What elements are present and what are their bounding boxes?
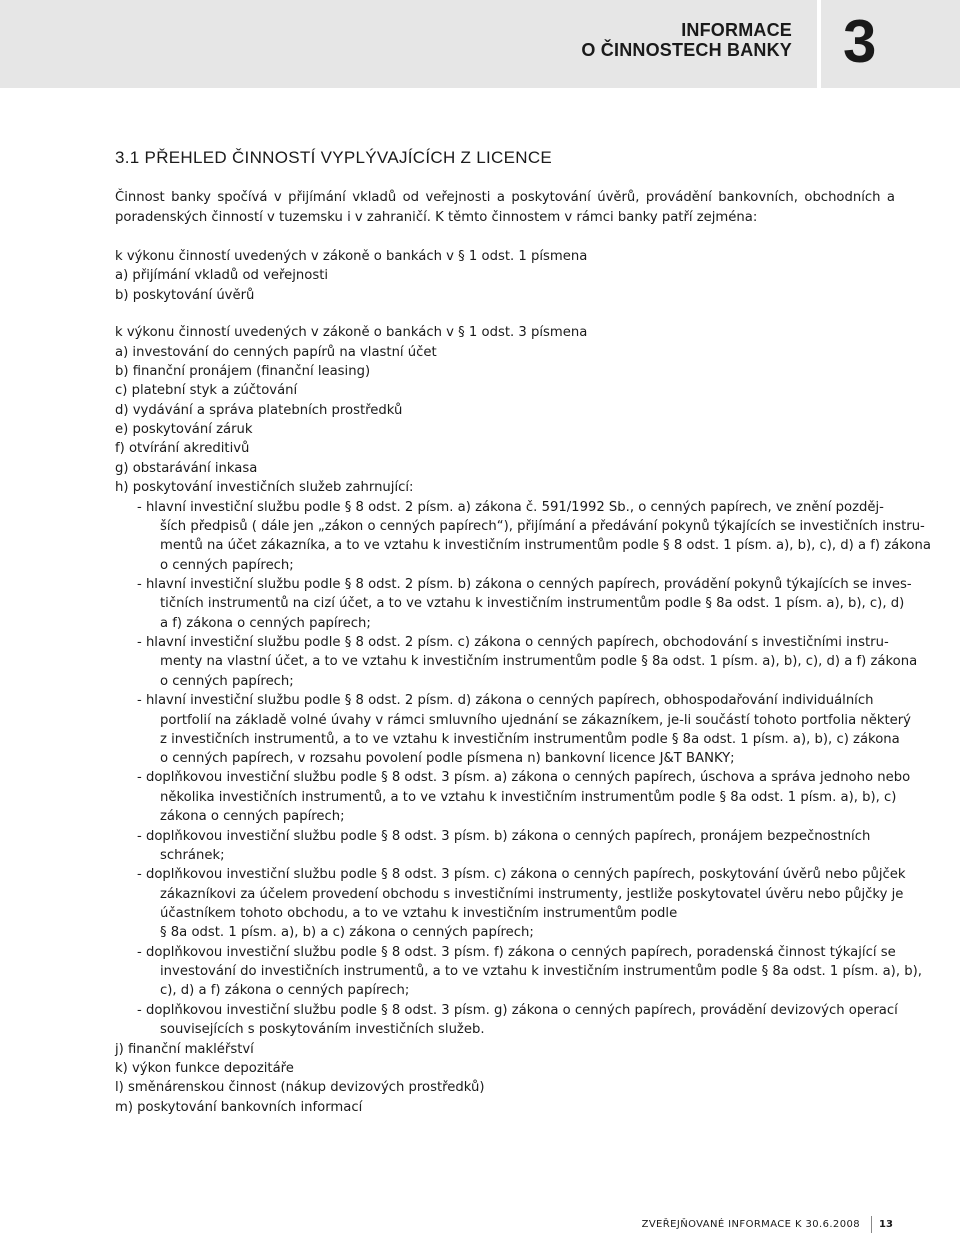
intro-paragraph: Činnost banky spočívá v přijímání vkladů od veřejnosti a poskytování úvěrů, provádění bankovních, obchodních a poradenských činností v tuzemsku i v zahraničí. K těmto činnostem v rámci banky patří zejména: (115, 190, 895, 225)
sub-item: - hlavní investiční službu podle § 8 odst. 2 písm. d) zákona o cenných papírech, obhospodařování individuálních (137, 693, 874, 708)
header-title (581, 20, 792, 60)
sub-item-cont: ších předpisů ( dále jen „zákon o cenných papírech“), přijímání a předávání pokynů týkajících se investičních instru- (160, 519, 925, 534)
sub-item-cont: investování do investičních instrumentů, a to ve vztahu k investičním instrumentům podle § 8a odst. 1 písm. a), b), (160, 964, 922, 979)
section-title: 3.1 PŘEHLED ČINNOSTÍ VYPLÝVAJÍCÍCH Z LICENCE (115, 148, 553, 167)
sub-item-cont: zákona o cenných papírech; (160, 809, 345, 824)
sub-item-cont: schránek; (160, 848, 225, 863)
sub-item-cont: a f) zákona o cenných papírech; (160, 616, 371, 631)
list-item: l) směnárenskou činnost (nákup devizových prostředků) (115, 1080, 485, 1095)
list-item: m) poskytování bankovních informací (115, 1100, 363, 1115)
sub-item: - doplňkovou investiční službu podle § 8 odst. 3 písm. a) zákona o cenných papírech, úschova a správa jednoho nebo (137, 770, 911, 785)
list-item: g) obstarávání inkasa (115, 461, 258, 476)
header-title-line-2: O ČINNOSTECH BANKY (581, 40, 792, 60)
sub-item-cont: o cenných papírech, v rozsahu povolení podle písmena n) bankovní licence J&T BANKY; (160, 751, 735, 766)
sub-item-cont: o cenných papírech; (160, 674, 294, 689)
list-item: d) vydávání a správa platebních prostředků (115, 403, 403, 418)
list-item: e) poskytování záruk (115, 422, 253, 437)
chapter-number: 3 (843, 8, 877, 75)
sub-item-cont: o cenných papírech; (160, 558, 294, 573)
sub-item-cont: zákazníkovi za účelem provedení obchodu s investičními instrumenty, jestliže poskytovatel úvěru nebo půjčky je (160, 887, 904, 902)
list-item: h) poskytování investičních služeb zahrnující: (115, 480, 414, 495)
sub-item: - doplňkovou investiční službu podle § 8 odst. 3 písm. c) zákona o cenných papírech, poskytování úvěrů nebo půjček (137, 867, 906, 882)
sub-item-cont: § 8a odst. 1 písm. a), b) a c) zákona o cenných papírech; (160, 925, 534, 940)
sub-item-cont: účastníkem tohoto obchodu, a to ve vztahu k investičním instrumentům podle (160, 906, 678, 921)
sub-item-cont: mentů na účet zákazníka, a to ve vztahu k investičním instrumentům podle § 8 odst. 1 písm. a), b), c), d) a f) zákona (160, 538, 931, 553)
page-number: 13 (879, 1219, 893, 1230)
list-item: c) platební styk a zúčtování (115, 383, 298, 398)
list-heading: k výkonu činností uvedených v zákoně o bankách v § 1 odst. 1 písmena (115, 249, 588, 264)
sub-item-cont: menty na vlastní účet, a to ve vztahu k investičním instrumentům podle § 8a odst. 1 písm. a), b), c), d) a f) zákona (160, 654, 918, 669)
sub-item: - hlavní investiční službu podle § 8 odst. 2 písm. b) zákona o cenných papírech, provádění pokynů týkajících se inves- (137, 577, 912, 592)
list-item: f) otvírání akreditivů (115, 441, 250, 456)
sub-item-cont: portfolií na základě volné úvahy v rámci smluvního ujednání se zákazníkem, je-li součástí tohoto portfolia některý (160, 713, 911, 728)
sub-item: - hlavní investiční službu podle § 8 odst. 2 písm. c) zákona o cenných papírech, obchodování s investičními instru- (137, 635, 889, 650)
list-item: k) výkon funkce depozitáře (115, 1061, 294, 1076)
list-item: a) investování do cenných papírů na vlastní účet (115, 345, 437, 360)
list-heading: k výkonu činností uvedených v zákoně o bankách v § 1 odst. 3 písmena (115, 325, 588, 340)
sub-item-cont: tičních instrumentů na cizí účet, a to ve vztahu k investičním instrumentům podle § 8a odst. 1 písm. a), b), c), d) (160, 596, 905, 611)
sub-item: - hlavní investiční službu podle § 8 odst. 2 písm. a) zákona č. 591/1992 Sb., o cenných papírech, ve znění pozděj- (137, 500, 884, 515)
page-header (0, 0, 960, 88)
sub-item: - doplňkovou investiční službu podle § 8 odst. 3 písm. b) zákona o cenných papírech, pronájem bezpečnostních (137, 829, 871, 844)
sub-item: - doplňkovou investiční službu podle § 8 odst. 3 písm. g) zákona o cenných papírech, provádění devizových operací (137, 1003, 898, 1018)
header-title-line-1: INFORMACE (681, 20, 792, 40)
sub-item-cont: několika investičních instrumentů, a to ve vztahu k investičním instrumentům podle § 8a odst. 1 písm. a), b), c) (160, 790, 897, 805)
footer-divider (871, 1216, 872, 1233)
sub-item-cont: c), d) a f) zákona o cenných papírech; (160, 983, 410, 998)
list-item: a) přijímání vkladů od veřejnosti (115, 268, 329, 283)
list-item: j) finanční makléřství (115, 1042, 254, 1057)
footer-publication: ZVEŘEJŇOVANÉ INFORMACE K 30.6.2008 (641, 1219, 860, 1230)
sub-item: - doplňkovou investiční službu podle § 8 odst. 3 písm. f) zákona o cenných papírech, poradenská činnost týkající se (137, 945, 896, 960)
sub-item-cont: souvisejících s poskytováním investičních služeb. (160, 1022, 485, 1037)
header-divider (817, 0, 821, 88)
list-item: b) finanční pronájem (finanční leasing) (115, 364, 371, 379)
sub-item-cont: z investičních instrumentů, a to ve vztahu k investičním instrumentům podle § 8a odst. 1 písm. a), b), c) zákona (160, 732, 900, 747)
list-item: b) poskytování úvěrů (115, 288, 255, 303)
